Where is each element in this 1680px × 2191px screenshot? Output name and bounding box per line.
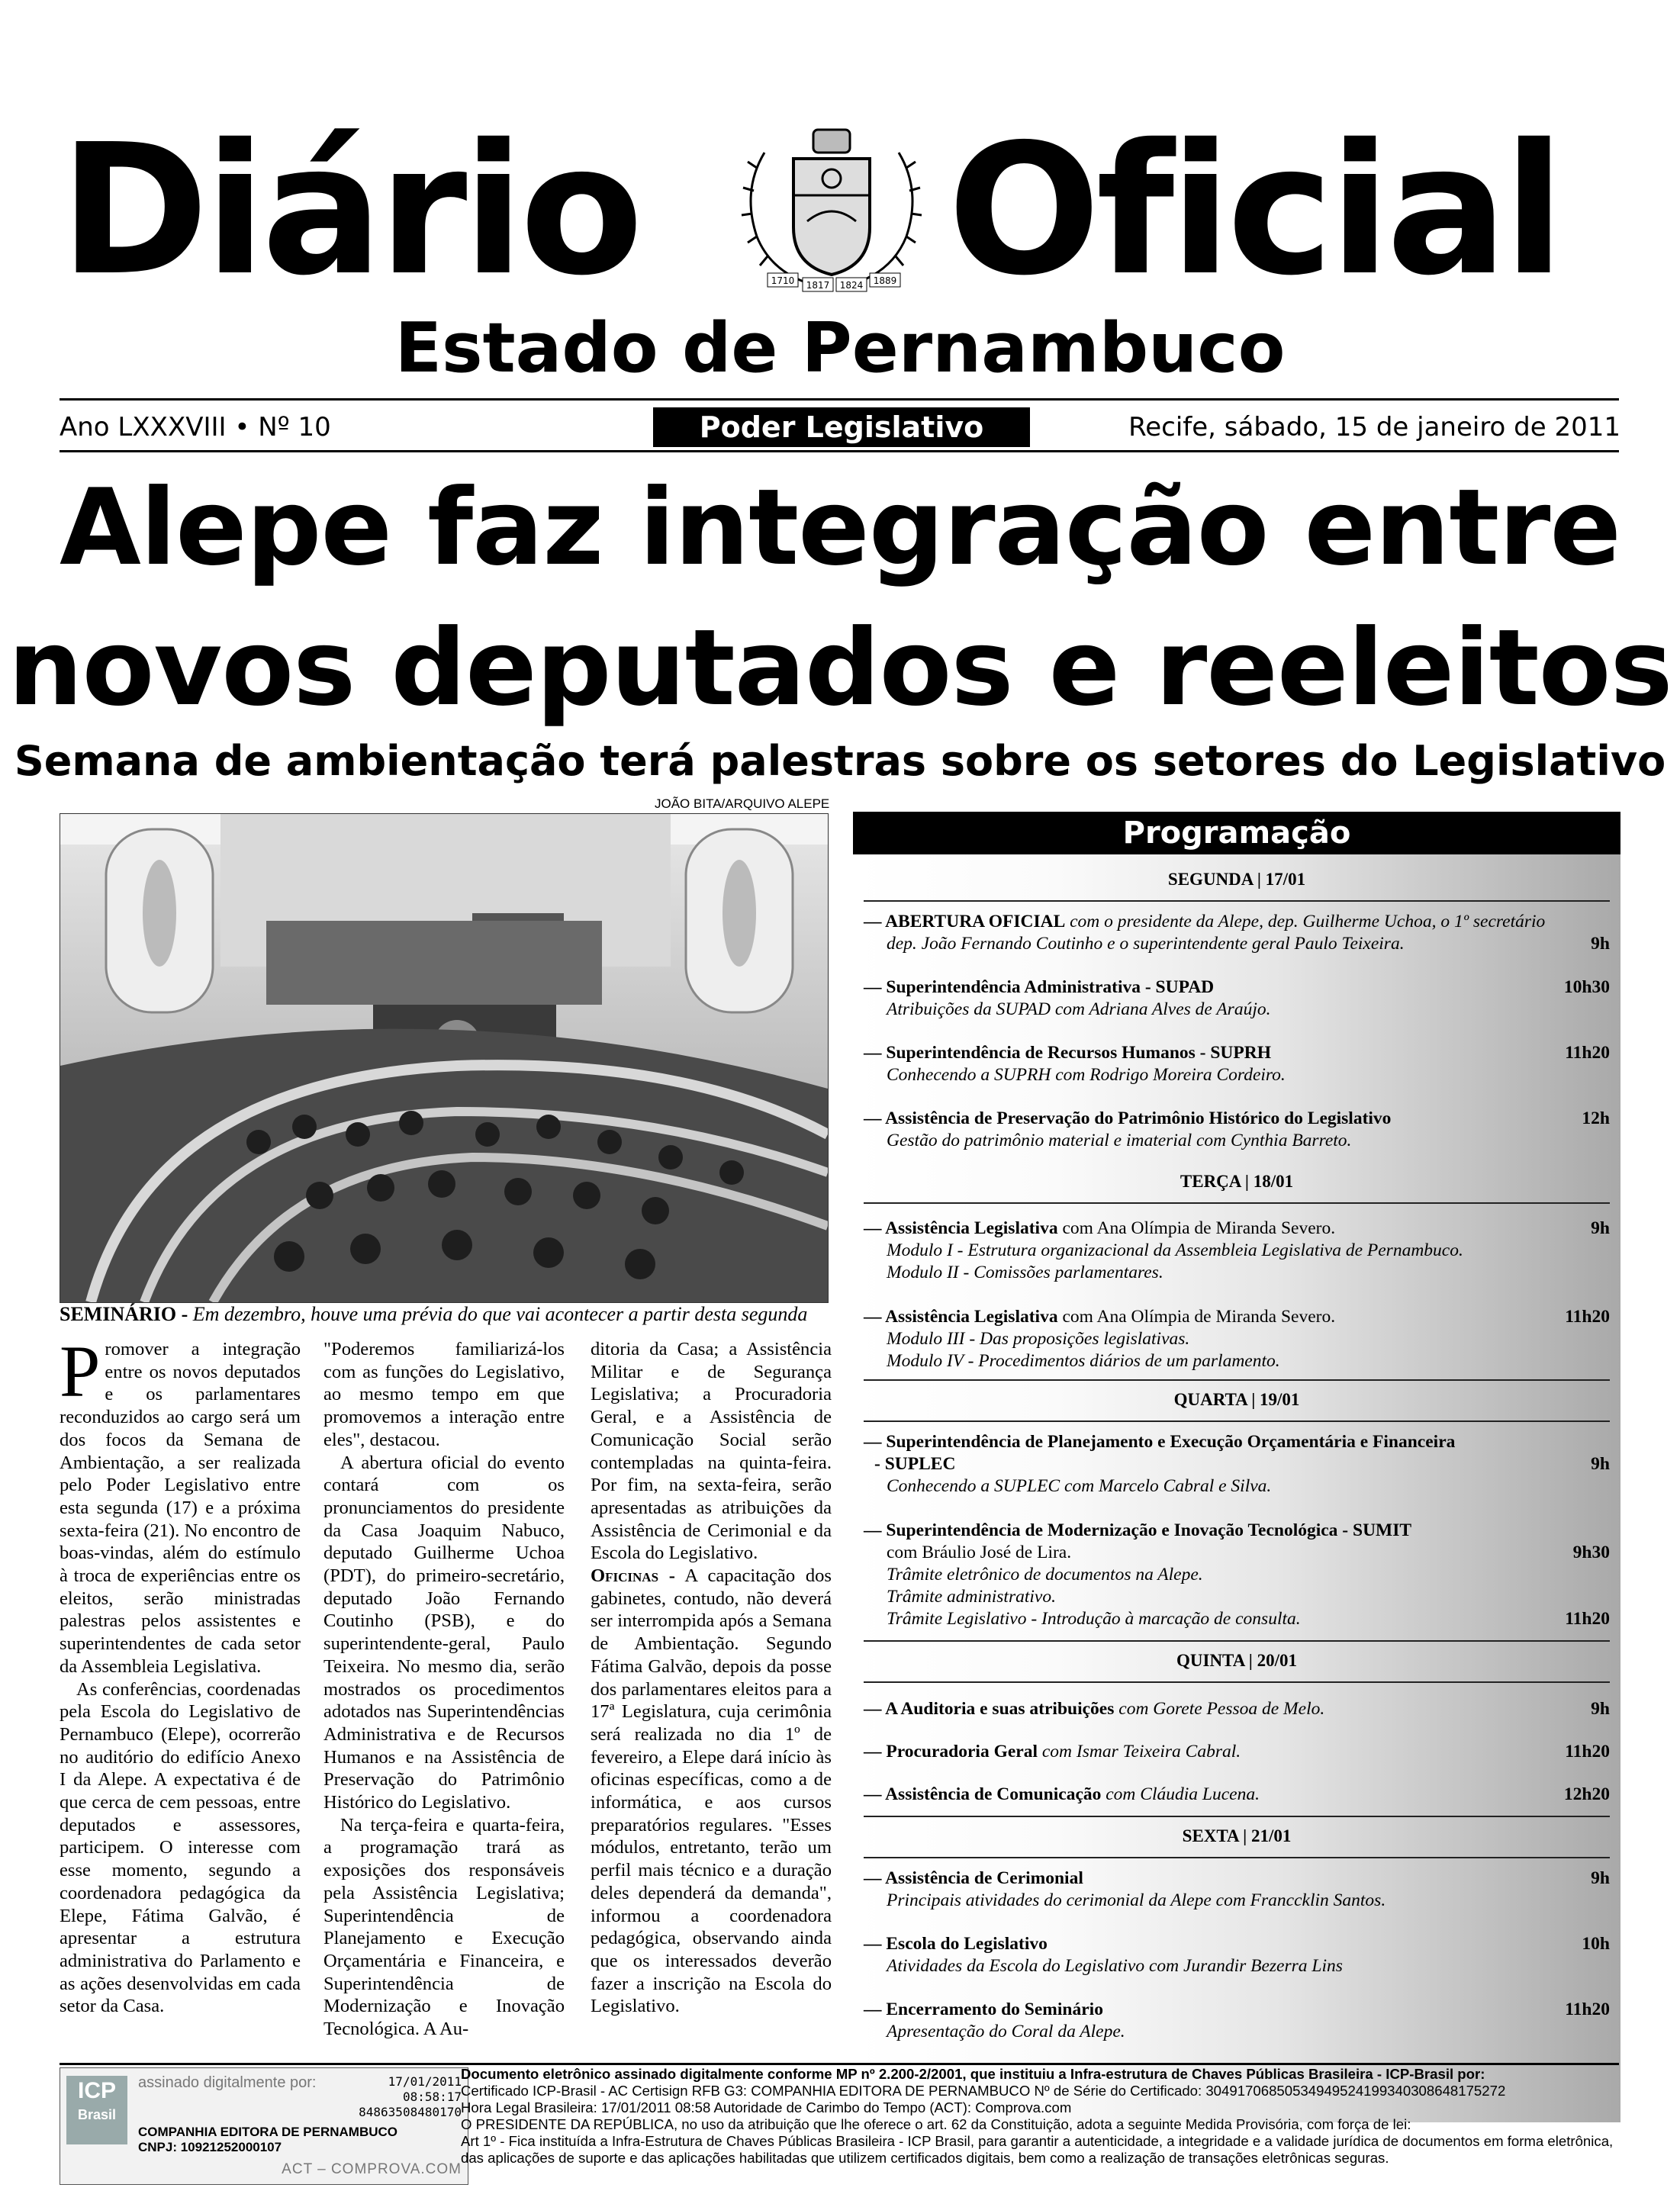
day-rule: [864, 900, 1610, 902]
seal-year-2: 1817: [806, 280, 830, 291]
entry-time: 11h20: [1565, 1742, 1610, 1761]
article-paragraph: Oficinas - A capacitação dos gabinetes, contudo, não deverá ser interrompida após a Semana de Ambientação. Segundo Fátima Galvão, depois da posse dos parlamentares eleitos para a 17ª Legislatura, cuja cerimônia será realizada no dia 1º de fevereiro, a Elepe dará início às oficinas específicas, como a de informática, e aos cursos preparatórios regulares. "Esses módulos, entretanto, terão um perfil mais técnico e a duração deles dependerá da demanda", informou a coordenadora pedagógica, observando ainda que os interessados deverão fazer a inscrição na Escola do Legislativo.: [591, 1565, 832, 2017]
state-coat-of-arms: [734, 122, 929, 299]
entry-time: 9h: [1591, 1868, 1610, 1888]
article-column-2: [323, 1338, 565, 2041]
program-entry: — Procuradoria Geral com Ismar Teixeira Cabral. 11h20: [864, 1742, 1610, 1761]
program-entry: — Assistência Legislativa com Ana Olímpia de Miranda Severo. Modulo III - Das proposições legislativas. Modulo IV - Procedimentos diários de um parlamento. 11h20: [864, 1307, 1610, 1371]
digital-signature-stamp: [60, 2067, 468, 2185]
entry-time: 10h30: [1563, 977, 1610, 997]
stamp-company: COMPANHIA EDITORA DE PERNAMBUCO: [138, 2125, 398, 2139]
signed-label: assinado digitalmente por:: [138, 2074, 317, 2091]
article-paragraph: Na terça-feira e quarta-feira, a programação trará as exposições dos responsáveis pela Assistência Legislativa; Superintendência de Planejamento e Execução Orçamentária e Financeira, e Superintendência de Modernização e Inovação Tecnológica. A Au-: [323, 1814, 565, 2040]
plenary-photo: [60, 813, 829, 1303]
icp-brasil-logo: ICP Brasil: [66, 2076, 127, 2144]
program-entry: — Superintendência de Planejamento e Execução Orçamentária e Financeira - SUPLEC Conhecendo a SUPLEC com Marcelo Cabral e Silva. 9h: [864, 1432, 1610, 1496]
article-paragraph: "Poderemos familiarizá-los com as funções do Legislativo, ao mesmo tempo em que promovemos a interação entre eles", destacou.: [323, 1339, 565, 1450]
headline: [0, 458, 1680, 738]
footer-legal-text: Documento eletrônico assinado digitalmente conforme MP nº 2.200-2/2001, que instituiu a Infra-estrutura de Chaves Públicas Brasileira - ICP-Brasil por: Certificado ICP-Brasil - AC Certisign RFB G3: COMPANHIA EDITORA DE PERNAMBUCO Nº de Série do Certificado: 30491706850534949524199340308648175272 Hora Legal Brasileira: 17/01/2011 08:58 Autoridade de Carimbo do Tempo (ACT): Comprova.com O PRESIDENTE DA REPÚBLICA, no uso da atribuição que lhe oferece o art. 62 da Constituição, adota a seguinte Medida Provisória, com força de lei: Art 1º - Fica instituída a Infra-Estrutura de Chaves Públicas Brasileira - ICP Brasil, para garantir a autenticidade, a integridade e a validade jurídica de documentos em forma eletrônica, das aplicações de suporte e das aplicações habilitadas que utilizem certificados digitais, bem como a realização de transações eletrônicas seguras.: [461, 2066, 1614, 2166]
day-heading-thursday: QUINTA | 20/01: [1176, 1651, 1297, 1670]
headline-line-2: novos deputados e reeleitos: [8, 606, 1672, 729]
day-heading-tuesday: TERÇA | 18/01: [1180, 1172, 1294, 1191]
subheadline: Semana de ambientação terá palestras sobre os setores do Legislativo: [14, 737, 1666, 785]
caption-text: Em dezembro, houve uma prévia do que vai acontecer a partir desta segunda: [188, 1303, 808, 1325]
section-label: Poder Legislativo: [653, 407, 1030, 447]
photo-caption: [60, 1303, 830, 1326]
stamp-act: ACT – COMPROVA.COM: [282, 2161, 462, 2177]
article-column-1: [60, 1330, 301, 2018]
program-entry: — Escola do Legislativo Atividades da Escola do Legislativo com Jurandir Bezerra Lins 10h: [864, 1934, 1610, 1976]
program-entry: — Assistência de Preservação do Patrimônio Histórico do Legislativo Gestão do patrimônio material e imaterial com Cynthia Barreto. 12h: [864, 1108, 1610, 1150]
seal-year-3: 1824: [839, 280, 864, 291]
program-entry: — A Auditoria e suas atribuições com Gorete Pessoa de Melo. 9h: [864, 1699, 1610, 1719]
entry-time: 11h20: [1565, 2000, 1610, 2019]
day-rule: [864, 1379, 1610, 1381]
caption-label: SEMINÁRIO -: [60, 1303, 188, 1325]
day-rule: [864, 1640, 1610, 1642]
program-entry: — Assistência de Cerimonial Principais atividades do cerimonial da Alepe com Franccklin Santos. 9h: [864, 1868, 1610, 1910]
entry-time: 9h30: [1572, 1543, 1610, 1562]
dateline: Recife, sábado, 15 de janeiro de 2011: [1128, 412, 1620, 442]
masthead-subtitle: Estado de Pernambuco: [394, 308, 1286, 388]
article-paragraph: A abertura oficial do evento contará com os pronunciamentos do presidente da Casa Joaquim Nabuco, deputado Guilherme Uchoa (PDT), do primeiro-secretário, deputado João Fernando Coutinho (PSB), e do superintendente-geral, Paulo Teixeira. No mesmo dia, serão mostrados os procedimentos adotados nas Superintendências Administrativa e de Recursos Humanos e na Assistência de Preservação do Patrimônio Histórico do Legislativo.: [323, 1452, 565, 1813]
headline-line-1: Alepe faz integração entre: [60, 466, 1620, 589]
day-heading-monday: SEGUNDA | 17/01: [1167, 870, 1306, 889]
day-rule: [864, 1681, 1610, 1683]
stamp-cnpj: CNPJ: 10921252000107: [138, 2140, 282, 2154]
drop-cap: P: [60, 1330, 101, 1412]
article-paragraph: Promover a integração entre os novos deputados e os parlamentares reconduzidos ao cargo será um dos focos da Semana de Ambientação, a ser realizada pelo Poder Legislativo entre esta segunda (17) e a próxima sexta-feira (21). No encontro de boas-vindas, além do estímulo à troca de experiências entre os eleitos, serão ministradas palestras pelos assistentes e superintendentes de cada setor da Assembleia Legislativa.: [60, 1330, 301, 1677]
subhead-oficinas: Oficinas -: [591, 1565, 675, 1587]
stamp-timestamp: 17/01/2011 08:58:17 84863508480170: [359, 2074, 462, 2119]
day-heading-friday: SEXTA | 21/01: [1182, 1826, 1292, 1845]
article-paragraph: As conferências, coordenadas pela Escola do Legislativo de Pernambuco (Elepe), ocorrerão no auditório do edifício Anexo I da Alepe. A expectativa é de que cerca de cem pessoas, entre deputados e assessores, participem. O interesse com esse momento, segundo a coordenadora pedagógica da Elepe, Fátima Galvão, é apresentar a estrutura administrativa do Parlamento e as ações desenvolvidas em cada setor da Casa.: [60, 1678, 301, 2017]
entry-time: 9h: [1591, 1699, 1610, 1719]
program-entry: — ABERTURA OFICIAL com o presidente da Alepe, dep. Guilherme Uchoa, o 1º secretário dep. João Fernando Coutinho e o superintendente geral Paulo Teixeira. 9h: [864, 912, 1610, 954]
masthead-rule-top: [60, 398, 1619, 401]
article-paragraph: ditoria da Casa; a Assistência Militar e de Segurança Legislativa; a Procuradoria Geral, e a Assistência de Comunicação Social serão contempladas na quinta-feira. Por fim, na sexta-feira, serão apresentadas as atribuições da Assistência de Cerimonial e da Escola do Legislativo.: [591, 1339, 832, 1564]
issue-number: Ano LXXXVIII • Nº 10: [60, 412, 331, 442]
entry-time: 11h20: [1565, 1043, 1610, 1063]
seal-year-1: 1710: [771, 275, 795, 286]
photo-credit: JOÃO BITA/ARQUIVO ALEPE: [655, 796, 830, 811]
program-entry: — Superintendência de Modernização e Inovação Tecnológica - SUMIT com Bráulio José de Lira. Trâmite eletrônico de documentos na Alepe. Trâmite administrativo. Trâmite Legislativo - Introdução à marcação de consulta. 9h30 11h20: [864, 1520, 1610, 1629]
entry-time: 9h: [1591, 1218, 1610, 1238]
masthead-title-right: Oficial: [948, 105, 1561, 315]
entry-time: 11h20: [1565, 1307, 1610, 1327]
footer-rule: [60, 2063, 1619, 2065]
entry-time: 11h20: [1565, 1609, 1610, 1629]
entry-time: 10h: [1582, 1934, 1610, 1954]
masthead-title-left: Diário: [60, 105, 639, 315]
day-rule: [864, 1816, 1610, 1817]
day-rule: [864, 1202, 1610, 1204]
program-entry: — Superintendência de Recursos Humanos - SUPRH Conhecendo a SUPRH com Rodrigo Moreira Cordeiro. 11h20: [864, 1043, 1610, 1085]
program-title: Programação: [853, 812, 1620, 854]
program-entry: — Assistência Legislativa com Ana Olímpia de Miranda Severo. Modulo I - Estrutura organizacional da Assembleia Legislativa de Pernambuco. Modulo II - Comissões parlamentares. 9h: [864, 1218, 1610, 1282]
article-column-3: [591, 1338, 832, 2018]
entry-time: 12h: [1582, 1108, 1610, 1128]
program-entry: — Superintendência Administrativa - SUPAD Atribuições da SUPAD com Adriana Alves de Araújo. 10h30: [864, 977, 1610, 1019]
program-entry: — Encerramento do Seminário Apresentação do Coral da Alepe. 11h20: [864, 2000, 1610, 2041]
day-rule: [864, 1857, 1610, 1858]
entry-time: 12h20: [1563, 1784, 1610, 1804]
day-heading-wednesday: QUARTA | 19/01: [1173, 1390, 1300, 1409]
program-entry: — Assistência de Comunicação com Cláudia Lucena. 12h20: [864, 1784, 1610, 1804]
entry-time: 9h: [1591, 1454, 1610, 1474]
day-rule: [864, 1420, 1610, 1422]
seal-year-4: 1889: [873, 275, 897, 286]
masthead-rule-bottom: [60, 450, 1619, 452]
entry-time: 9h: [1591, 934, 1610, 954]
